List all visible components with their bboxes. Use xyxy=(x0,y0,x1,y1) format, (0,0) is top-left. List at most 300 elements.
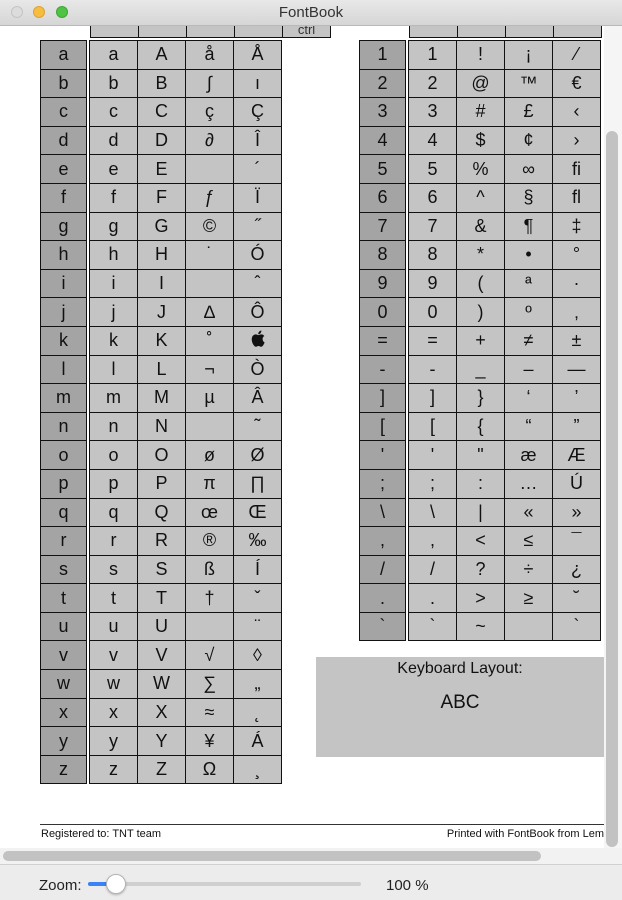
glyph-cell: ı xyxy=(234,69,282,98)
glyph-cell: k xyxy=(90,326,138,355)
glyph-cell: ~ xyxy=(457,612,505,641)
glyph-cell: ∂ xyxy=(186,126,234,155)
glyph-cell: ® xyxy=(186,527,234,556)
glyph-cell: å xyxy=(186,41,234,70)
key-label-cell: ] xyxy=(360,384,406,413)
key-row xyxy=(41,412,282,441)
glyph-cell: ) xyxy=(457,298,505,327)
key-row xyxy=(360,126,601,155)
glyph-cell: · xyxy=(553,269,601,298)
key-label-cell: - xyxy=(360,355,406,384)
glyph-cell: ⁄ xyxy=(553,41,601,70)
window-title: FontBook xyxy=(278,4,344,21)
key-label-cell: ` xyxy=(360,612,406,641)
glyph-cell: n xyxy=(90,412,138,441)
top-strip-label: ctrl xyxy=(283,26,331,38)
glyph-cell: N xyxy=(138,412,186,441)
key-label-cell: h xyxy=(41,241,87,270)
glyph-cell: ! xyxy=(457,41,505,70)
glyph-cell: € xyxy=(553,69,601,98)
glyph-cell: ˙ xyxy=(186,241,234,270)
glyph-cell: ‹ xyxy=(553,98,601,127)
key-row xyxy=(360,498,601,527)
glyph-cell: ] xyxy=(409,384,457,413)
glyph-cell: O xyxy=(138,441,186,470)
key-row xyxy=(360,98,601,127)
glyph-cell: 5 xyxy=(409,155,457,184)
glyph-cell: ^ xyxy=(457,183,505,212)
glyph-cell: I xyxy=(138,269,186,298)
glyph-cell: m xyxy=(90,384,138,413)
zoom-slider[interactable] xyxy=(88,882,361,886)
key-row xyxy=(360,298,601,327)
glyph-cell: 1 xyxy=(409,41,457,70)
key-row xyxy=(360,612,601,641)
zoom-label: Zoom: xyxy=(39,877,82,894)
glyph-cell: £ xyxy=(505,98,553,127)
glyph-cell: h xyxy=(90,241,138,270)
glyph-cell: ; xyxy=(409,469,457,498)
glyph-cell: ≤ xyxy=(505,527,553,556)
glyph-cell: — xyxy=(553,355,601,384)
key-label-cell: [ xyxy=(360,412,406,441)
glyph-cell: R xyxy=(138,527,186,556)
glyph-cell: y xyxy=(90,727,138,756)
key-row xyxy=(41,670,282,699)
glyph-cell: p xyxy=(90,469,138,498)
glyph-cell: X xyxy=(138,698,186,727)
key-row xyxy=(41,584,282,613)
glyph-cell: ¨ xyxy=(234,612,282,641)
glyph-cell: 2 xyxy=(409,69,457,98)
glyph-cell: ‰ xyxy=(234,527,282,556)
glyph-cell: √ xyxy=(186,641,234,670)
glyph-cell: Ò xyxy=(234,355,282,384)
glyph-cell: ß xyxy=(186,555,234,584)
glyph-cell: * xyxy=(457,241,505,270)
key-row xyxy=(41,527,282,556)
glyph-cell: q xyxy=(90,498,138,527)
letters-key-table xyxy=(40,40,282,784)
glyph-cell: d xyxy=(90,126,138,155)
glyph-cell: ∏ xyxy=(234,469,282,498)
key-label-cell: 8 xyxy=(360,241,406,270)
glyph-cell: … xyxy=(505,469,553,498)
glyph-cell: ˜ xyxy=(234,412,282,441)
glyph-cell: g xyxy=(90,212,138,241)
key-label-cell: k xyxy=(41,326,87,355)
glyph-cell: = xyxy=(409,326,457,355)
key-row xyxy=(360,269,601,298)
glyph-cell: , xyxy=(409,527,457,556)
key-row xyxy=(41,498,282,527)
key-label-cell: v xyxy=(41,641,87,670)
glyph-cell: > xyxy=(457,584,505,613)
key-label-cell: 7 xyxy=(360,212,406,241)
key-label-cell: 4 xyxy=(360,126,406,155)
glyph-cell: { xyxy=(457,412,505,441)
glyph-cell: | xyxy=(457,498,505,527)
glyph-cell: ﬁ xyxy=(553,155,601,184)
glyph-cell: u xyxy=(90,612,138,641)
key-row xyxy=(360,584,601,613)
glyph-cell: ∑ xyxy=(186,670,234,699)
key-label-cell: = xyxy=(360,326,406,355)
key-label-cell: ' xyxy=(360,441,406,470)
glyph-cell: º xyxy=(505,298,553,327)
glyph-cell: z xyxy=(90,755,138,784)
glyph-cell: w xyxy=(90,670,138,699)
keyboard-layout-label: Keyboard Layout: xyxy=(397,660,523,677)
glyph-cell: U xyxy=(138,612,186,641)
glyph-cell: A xyxy=(138,41,186,70)
glyph-cell: › xyxy=(553,126,601,155)
key-row xyxy=(41,441,282,470)
key-row xyxy=(41,298,282,327)
glyph-cell: ’ xyxy=(553,384,601,413)
glyph-cell: ” xyxy=(553,412,601,441)
key-label-cell: 1 xyxy=(360,41,406,70)
key-row xyxy=(360,355,601,384)
glyph-cell: Œ xyxy=(234,498,282,527)
keyboard-layout-box xyxy=(316,657,604,757)
glyph-cell: ÷ xyxy=(505,555,553,584)
footer-printed: Printed with FontBook from Lem xyxy=(446,828,604,840)
glyph-cell: ¿ xyxy=(553,555,601,584)
glyph-cell: l xyxy=(90,355,138,384)
glyph-cell: Ø xyxy=(234,441,282,470)
horizontal-scroll-thumb[interactable] xyxy=(3,851,541,861)
key-row xyxy=(41,126,282,155)
glyph-cell: W xyxy=(138,670,186,699)
glyph-cell: µ xyxy=(186,384,234,413)
key-row xyxy=(360,212,601,241)
key-label-cell: 3 xyxy=(360,98,406,127)
glyph-cell: ≈ xyxy=(186,698,234,727)
key-label-cell: i xyxy=(41,269,87,298)
glyph-cell: Á xyxy=(234,727,282,756)
glyph-cell: 8 xyxy=(409,241,457,270)
key-label-cell: 6 xyxy=(360,183,406,212)
glyph-cell: K xyxy=(138,326,186,355)
glyph-cell: ' xyxy=(409,441,457,470)
key-label-cell: p xyxy=(41,469,87,498)
key-row xyxy=(41,326,282,355)
key-row xyxy=(41,98,282,127)
key-label-cell: m xyxy=(41,384,87,413)
glyph-cell: < xyxy=(457,527,505,556)
zoom-value: 100 % xyxy=(386,877,429,894)
key-label-cell: 0 xyxy=(360,298,406,327)
key-row xyxy=(41,612,282,641)
glyph-cell: 6 xyxy=(409,183,457,212)
key-row xyxy=(41,641,282,670)
glyph-cell: / xyxy=(409,555,457,584)
key-label-cell: 5 xyxy=(360,155,406,184)
key-row xyxy=(360,41,601,70)
glyph-cell: „ xyxy=(234,670,282,699)
glyph-cell: : xyxy=(457,469,505,498)
glyph-cell: G xyxy=(138,212,186,241)
glyph-cell: Å xyxy=(234,41,282,70)
glyph-cell: ˛ xyxy=(234,698,282,727)
glyph-cell: j xyxy=(90,298,138,327)
key-label-cell: t xyxy=(41,584,87,613)
key-label-cell: e xyxy=(41,155,87,184)
glyph-cell xyxy=(186,269,234,298)
glyph-cell: @ xyxy=(457,69,505,98)
glyph-cell: 7 xyxy=(409,212,457,241)
glyph-cell: x xyxy=(90,698,138,727)
glyph-cell: ∫ xyxy=(186,69,234,98)
glyph-cell: ¡ xyxy=(505,41,553,70)
document-page xyxy=(0,26,604,848)
glyph-cell xyxy=(186,612,234,641)
glyph-cell: æ xyxy=(505,441,553,470)
glyph-cell: Ω xyxy=(186,755,234,784)
glyph-cell: J xyxy=(138,298,186,327)
glyph-cell: s xyxy=(90,555,138,584)
glyph-cell xyxy=(505,612,553,641)
glyph-cell: Î xyxy=(234,126,282,155)
glyph-cell: 0 xyxy=(409,298,457,327)
key-row xyxy=(41,727,282,756)
title-bar xyxy=(0,0,622,26)
key-row xyxy=(41,355,282,384)
key-row xyxy=(360,69,601,98)
glyph-cell: ≥ xyxy=(505,584,553,613)
glyph-cell: ˆ xyxy=(234,269,282,298)
glyph-cell: Æ xyxy=(553,441,601,470)
glyph-cell: ª xyxy=(505,269,553,298)
key-row xyxy=(41,269,282,298)
glyph-cell: r xyxy=(90,527,138,556)
key-row xyxy=(360,441,601,470)
key-label-cell: ; xyxy=(360,469,406,498)
glyph-cell xyxy=(186,412,234,441)
glyph-cell: ¢ xyxy=(505,126,553,155)
glyph-cell: i xyxy=(90,269,138,298)
glyph-cell: ° xyxy=(553,241,601,270)
key-row xyxy=(41,241,282,270)
symbols-key-table xyxy=(359,40,601,641)
glyph-cell: 4 xyxy=(409,126,457,155)
glyph-cell: » xyxy=(553,498,601,527)
glyph-cell: ˇ xyxy=(234,584,282,613)
glyph-cell: ˚ xyxy=(186,326,234,355)
glyph-cell: L xyxy=(138,355,186,384)
glyph-cell: ¯ xyxy=(553,527,601,556)
glyph-cell: ∞ xyxy=(505,155,553,184)
top-strip-right xyxy=(409,26,602,38)
glyph-cell: ø xyxy=(186,441,234,470)
glyph-cell: π xyxy=(186,469,234,498)
footer-registered: Registered to: TNT team xyxy=(41,828,162,840)
glyph-cell: ‡ xyxy=(553,212,601,241)
glyph-cell: ‘ xyxy=(505,384,553,413)
glyph-cell: c xyxy=(90,98,138,127)
glyph-cell: } xyxy=(457,384,505,413)
glyph-cell: \ xyxy=(409,498,457,527)
glyph-cell: ƒ xyxy=(186,183,234,212)
glyph-cell: ± xyxy=(553,326,601,355)
glyph-cell: Ï xyxy=(234,183,282,212)
glyph-cell: Ó xyxy=(234,241,282,270)
key-label-cell: l xyxy=(41,355,87,384)
glyph-cell: ` xyxy=(553,612,601,641)
glyph-cell: " xyxy=(457,441,505,470)
key-label-cell: u xyxy=(41,612,87,641)
glyph-cell: H xyxy=(138,241,186,270)
key-label-cell: 2 xyxy=(360,69,406,98)
glyph-cell: ≠ xyxy=(505,326,553,355)
glyph-cell: ˝ xyxy=(234,212,282,241)
top-strip-left xyxy=(90,26,331,38)
key-row xyxy=(360,469,601,498)
glyph-cell xyxy=(234,326,282,355)
glyph-cell: ¬ xyxy=(186,355,234,384)
glyph-cell: - xyxy=(409,355,457,384)
key-label-cell: f xyxy=(41,183,87,212)
glyph-cell: v xyxy=(90,641,138,670)
zoom-slider-knob[interactable] xyxy=(106,874,126,894)
glyph-cell: + xyxy=(457,326,505,355)
key-label-cell: \ xyxy=(360,498,406,527)
glyph-cell: ∆ xyxy=(186,298,234,327)
key-row xyxy=(360,326,601,355)
glyph-cell: – xyxy=(505,355,553,384)
glyph-cell xyxy=(186,155,234,184)
key-label-cell: d xyxy=(41,126,87,155)
glyph-cell: b xyxy=(90,69,138,98)
glyph-cell: a xyxy=(90,41,138,70)
glyph-cell: $ xyxy=(457,126,505,155)
glyph-cell: Í xyxy=(234,555,282,584)
key-row xyxy=(360,183,601,212)
glyph-cell: « xyxy=(505,498,553,527)
glyph-cell: f xyxy=(90,183,138,212)
glyph-cell: † xyxy=(186,584,234,613)
keyboard-layout-value: ABC xyxy=(440,692,480,713)
glyph-cell: M xyxy=(138,384,186,413)
glyph-cell: T xyxy=(138,584,186,613)
glyph-cell: D xyxy=(138,126,186,155)
key-row xyxy=(41,183,282,212)
glyph-cell: 9 xyxy=(409,269,457,298)
glyph-cell: [ xyxy=(409,412,457,441)
glyph-cell: ˘ xyxy=(553,584,601,613)
glyph-cell: F xyxy=(138,183,186,212)
key-label-cell: w xyxy=(41,670,87,699)
footer-divider xyxy=(40,824,604,825)
key-label-cell: j xyxy=(41,298,87,327)
key-label-cell: x xyxy=(41,698,87,727)
glyph-cell: ` xyxy=(409,612,457,641)
glyph-cell: B xyxy=(138,69,186,98)
glyph-cell: t xyxy=(90,584,138,613)
key-row xyxy=(360,527,601,556)
glyph-cell: Y xyxy=(138,727,186,756)
glyph-cell: Q xyxy=(138,498,186,527)
key-label-cell: g xyxy=(41,212,87,241)
key-row xyxy=(41,41,282,70)
glyph-cell: Z xyxy=(138,755,186,784)
glyph-cell: Ç xyxy=(234,98,282,127)
glyph-cell: & xyxy=(457,212,505,241)
glyph-cell: e xyxy=(90,155,138,184)
glyph-cell: ﬂ xyxy=(553,183,601,212)
glyph-cell: ¸ xyxy=(234,755,282,784)
key-row xyxy=(360,384,601,413)
apple-logo-icon xyxy=(251,330,265,347)
glyph-cell: C xyxy=(138,98,186,127)
key-row xyxy=(41,155,282,184)
glyph-cell: E xyxy=(138,155,186,184)
glyph-cell: ´ xyxy=(234,155,282,184)
key-row xyxy=(360,555,601,584)
glyph-cell: • xyxy=(505,241,553,270)
glyph-cell: œ xyxy=(186,498,234,527)
glyph-cell: ¥ xyxy=(186,727,234,756)
glyph-cell: “ xyxy=(505,412,553,441)
key-row xyxy=(41,212,282,241)
key-row xyxy=(360,412,601,441)
key-label-cell: / xyxy=(360,555,406,584)
key-label-cell: o xyxy=(41,441,87,470)
glyph-cell: V xyxy=(138,641,186,670)
glyph-cell: o xyxy=(90,441,138,470)
key-label-cell: r xyxy=(41,527,87,556)
glyph-cell: Ô xyxy=(234,298,282,327)
glyph-cell: ‚ xyxy=(553,298,601,327)
key-label-cell: b xyxy=(41,69,87,98)
glyph-cell: % xyxy=(457,155,505,184)
glyph-cell: ç xyxy=(186,98,234,127)
glyph-cell: _ xyxy=(457,355,505,384)
key-row xyxy=(41,755,282,784)
key-row xyxy=(41,555,282,584)
glyph-cell: Ú xyxy=(553,469,601,498)
glyph-cell: ™ xyxy=(505,69,553,98)
key-label-cell: , xyxy=(360,527,406,556)
key-row xyxy=(41,698,282,727)
glyph-cell: © xyxy=(186,212,234,241)
glyph-cell: S xyxy=(138,555,186,584)
glyph-cell: ¶ xyxy=(505,212,553,241)
key-row xyxy=(41,384,282,413)
glyph-cell: ◊ xyxy=(234,641,282,670)
key-label-cell: y xyxy=(41,727,87,756)
key-row xyxy=(360,241,601,270)
key-row xyxy=(41,469,282,498)
vertical-scroll-thumb[interactable] xyxy=(606,131,618,847)
key-label-cell: . xyxy=(360,584,406,613)
key-label-cell: z xyxy=(41,755,87,784)
key-label-cell: 9 xyxy=(360,269,406,298)
glyph-cell: ? xyxy=(457,555,505,584)
key-label-cell: c xyxy=(41,98,87,127)
key-label-cell: q xyxy=(41,498,87,527)
glyph-cell: # xyxy=(457,98,505,127)
glyph-cell: 3 xyxy=(409,98,457,127)
key-row xyxy=(360,155,601,184)
glyph-cell: Â xyxy=(234,384,282,413)
key-label-cell: n xyxy=(41,412,87,441)
glyph-cell: P xyxy=(138,469,186,498)
key-label-cell: s xyxy=(41,555,87,584)
key-row xyxy=(41,69,282,98)
key-label-cell: a xyxy=(41,41,87,70)
